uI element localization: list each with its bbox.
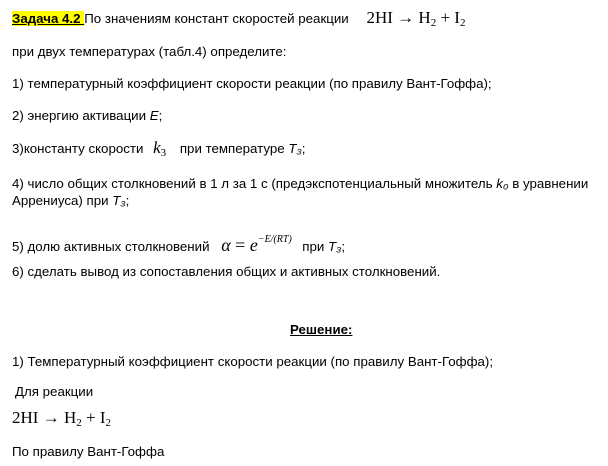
- problem-line-2: при двух температурах (табл.4) определите:: [12, 44, 287, 59]
- task-item-6: 6) сделать вывод из сопоставления общих и активных столкновений.: [12, 264, 441, 279]
- task-item-4: [12, 176, 588, 192]
- task-item-1: 1) температурный коэффициент скорости реакции (по правилу Вант-Гоффа);: [12, 76, 492, 91]
- vant-hoff-label: По правилу Вант-Гоффа: [12, 444, 165, 459]
- plus-sign: +: [85, 408, 96, 427]
- item5-suffix: ;: [341, 239, 346, 254]
- item4-text-b: в уравнении: [508, 176, 589, 191]
- task-item-3: [12, 140, 305, 161]
- problem-number: Задача 4.2: [12, 11, 85, 26]
- product-h-subscript: 2: [430, 17, 437, 29]
- equals-sign: =: [235, 235, 246, 255]
- item2-text: 2) энергию активации: [12, 108, 150, 123]
- item2-suffix: ;: [158, 108, 163, 123]
- for-reaction-label: Для реакции: [15, 384, 94, 399]
- solution-heading-text: Решение:: [290, 322, 353, 337]
- k3-symbol: [153, 138, 166, 157]
- product-i: I: [99, 408, 106, 427]
- item5-temp: T₃: [328, 239, 342, 254]
- task-item-4-cont: [12, 193, 129, 209]
- plus-sign: +: [440, 8, 451, 27]
- product-i-subscript: 2: [459, 17, 466, 29]
- item3-text: 3)константу скорости: [12, 141, 144, 156]
- alpha-formula: [221, 235, 296, 255]
- item4-text-a: 4) число общих столкновений в 1 л за 1 с (предэкспотенциальный множитель: [12, 176, 497, 191]
- solution-reaction-formula: [12, 410, 111, 431]
- alpha-symbol: α: [221, 235, 231, 255]
- product-h: H: [63, 408, 77, 427]
- item5-text: 5) долю активных столкновений: [12, 239, 210, 254]
- exp-power: −E/(RT): [257, 234, 292, 245]
- solution-heading: [290, 322, 352, 338]
- reaction-arrow-icon: →: [42, 408, 60, 427]
- exp-base: e: [249, 235, 258, 255]
- item4-k0: k₀: [496, 176, 509, 191]
- problem-intro: По значениям констант скоростей реакции: [84, 11, 349, 26]
- item3-temp: T₃: [288, 141, 302, 156]
- product-h: H: [418, 8, 431, 27]
- item4-suffix: ;: [125, 193, 130, 208]
- k-subscript: 3: [160, 147, 167, 159]
- task-item-2: [12, 108, 162, 124]
- item3-mid: при температуре: [179, 141, 289, 156]
- item4-temp: T₃: [112, 193, 126, 208]
- k-var: k: [153, 138, 161, 157]
- item5-mid: при: [302, 239, 329, 254]
- task-item-5: [12, 232, 345, 255]
- reactant: 2HI: [12, 408, 39, 427]
- product-i-subscript: 2: [105, 417, 111, 429]
- problem-header: [12, 10, 465, 31]
- item4-text-c: Аррениуса) при: [12, 193, 113, 208]
- solution-item-1: 1) Температурный коэффициент скорости реакции (по правилу Вант-Гоффа);: [12, 354, 494, 369]
- reactant: 2HI: [366, 8, 393, 27]
- item2-var: E: [149, 108, 159, 123]
- product-i: I: [454, 8, 460, 27]
- item3-suffix: ;: [301, 141, 306, 156]
- reaction-formula: [366, 8, 465, 27]
- reaction-arrow-icon: →: [397, 8, 415, 27]
- product-h-subscript: 2: [76, 417, 82, 429]
